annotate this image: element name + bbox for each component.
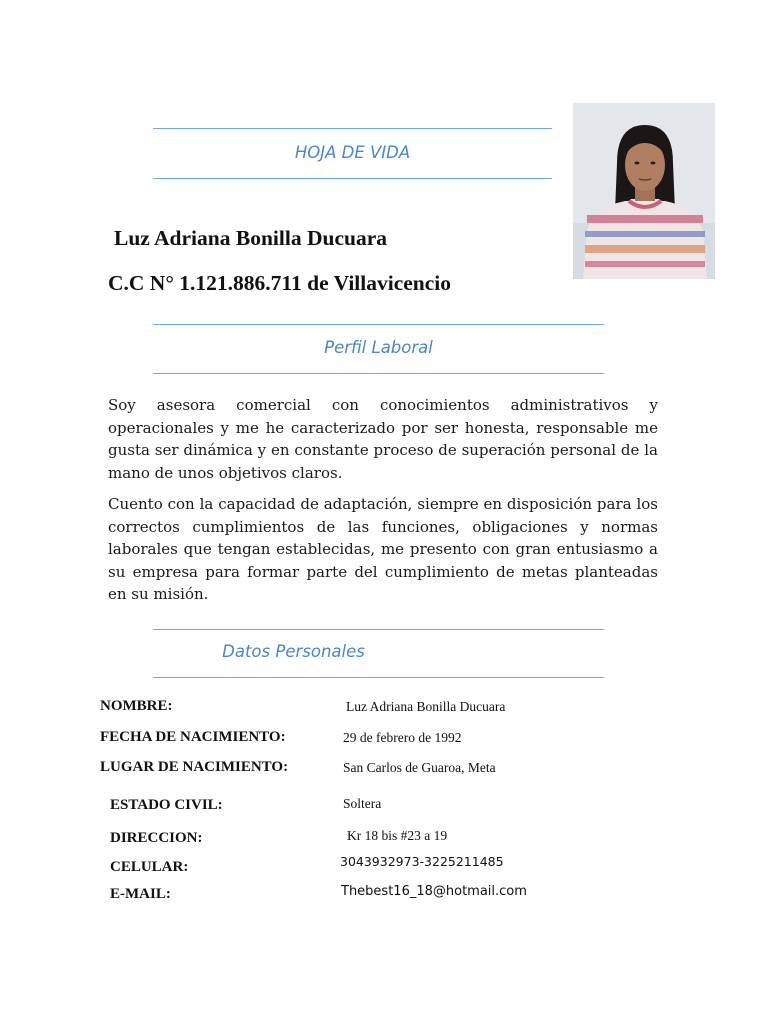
profile-section-title: Perfil Laboral	[324, 338, 433, 357]
header-rule-bottom	[153, 178, 552, 179]
phone-value: 3043932973-3225211485	[340, 854, 504, 869]
marital-status-value: Soltera	[343, 796, 382, 811]
profile-paragraph-1: Soy asesora comercial con conocimientos administrativos y operacionales y me he caracterizado por ser honesta, responsable me gusta ser dinámica y en constante proceso de superación personal de la mano de unos objetivos claros.	[108, 396, 658, 482]
name-label: NOMBRE:	[100, 698, 173, 714]
header-rule-top	[153, 128, 552, 129]
person-name: Luz Adriana Bonilla Ducuara	[114, 226, 387, 250]
email-value[interactable]: Thebest16_18@hotmail.com	[341, 884, 527, 899]
address-label: DIRECCION:	[110, 830, 203, 846]
document-title: HOJA DE VIDA	[294, 143, 411, 162]
profile-paragraph-2: Cuento con la capacidad de adaptación, siempre en disposición para los correctos cumplimientos de las funciones, obligaciones y normas laborales que tengan establecidas, me presento con gran entusiasmo a su empresa para formar parte del cumplimiento de metas planteadas en su misión.	[108, 495, 658, 603]
birthplace-value: San Carlos de Guaroa, Meta	[343, 760, 496, 775]
name-value: Luz Adriana Bonilla Ducuara	[346, 699, 506, 714]
profile-rule-top	[153, 324, 604, 325]
address-value: Kr 18 bis #23 a 19	[347, 828, 448, 843]
id-document-line: C.C N° 1.121.886.711 de Villavicencio	[108, 271, 452, 295]
birthdate-label: FECHA DE NACIMIENTO:	[100, 729, 286, 745]
personal-rule-bottom	[153, 677, 604, 678]
phone-label: CELULAR:	[110, 859, 189, 875]
email-label: E-MAIL:	[110, 886, 171, 902]
personal-section-title: Datos Personales	[222, 642, 365, 661]
birthplace-label: LUGAR DE NACIMIENTO:	[100, 759, 289, 775]
personal-rule-top	[153, 629, 604, 630]
portrait-illustration	[573, 103, 715, 279]
birthdate-value: 29 de febrero de 1992	[343, 730, 462, 745]
profile-photo	[573, 103, 715, 279]
profile-rule-bottom	[153, 373, 604, 374]
marital-status-label: ESTADO CIVIL:	[110, 797, 223, 813]
